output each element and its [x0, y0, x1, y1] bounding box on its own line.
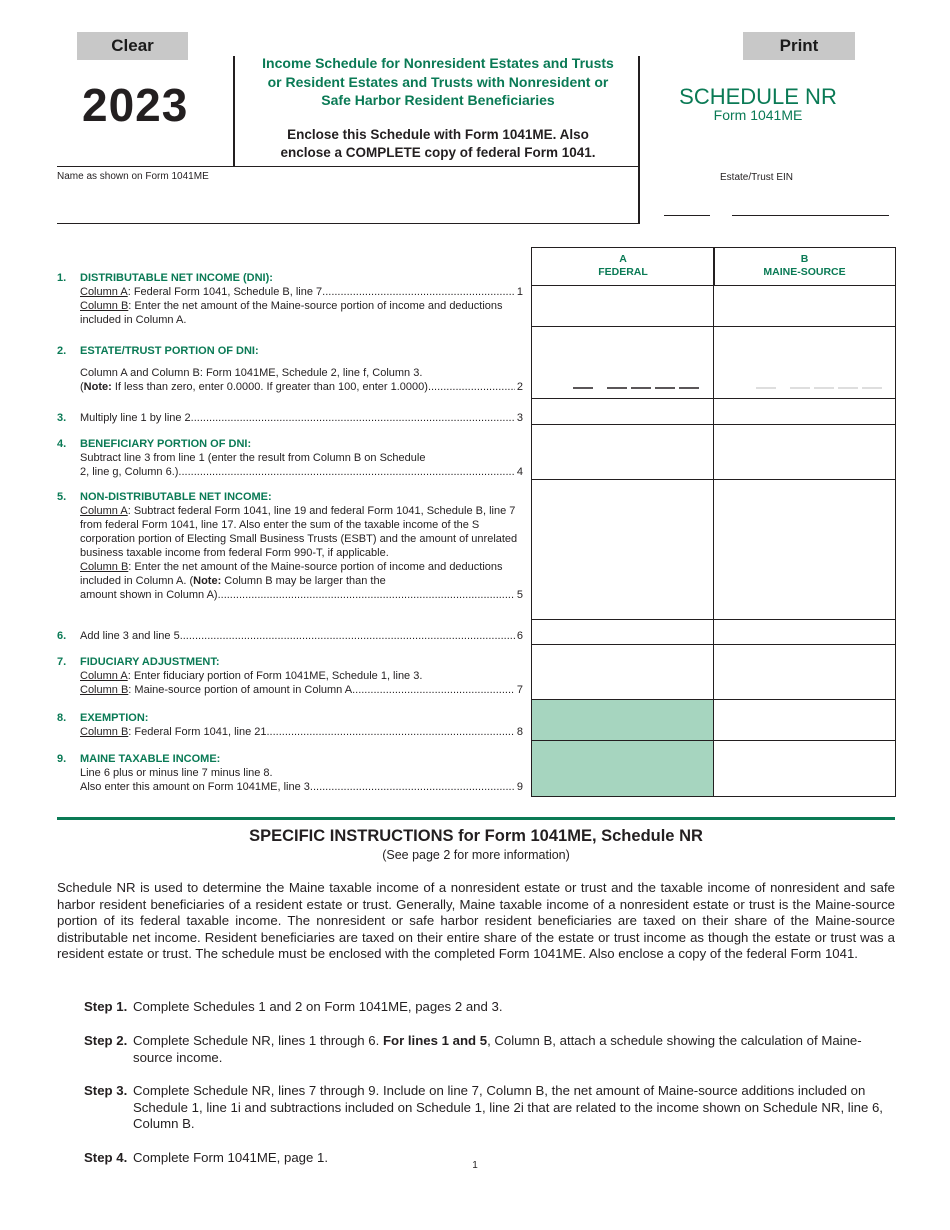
line8-colB-field[interactable] — [713, 699, 896, 742]
instructions-subtitle: (See page 2 for more information) — [382, 848, 570, 862]
page-number: 1 — [472, 1160, 478, 1171]
line9-colB-field[interactable] — [713, 740, 896, 797]
clear-button[interactable]: Clear — [77, 32, 188, 60]
instructions-title: SPECIFIC INSTRUCTIONS for Form 1041ME, Schedule NR — [249, 827, 703, 845]
schedule-title: SCHEDULE NR — [679, 84, 837, 109]
line1-colA-field[interactable] — [531, 285, 715, 328]
line4-colA-field[interactable] — [531, 424, 715, 481]
print-button[interactable]: Print — [743, 32, 855, 60]
section-divider — [57, 817, 895, 820]
step-1: Step 1. Complete Schedules 1 and 2 on Form 1041ME, pages 2 and 3. — [84, 999, 503, 1014]
line7-colA-field[interactable] — [531, 644, 715, 701]
header-divider-left — [233, 56, 235, 167]
tax-year: 2023 — [82, 79, 189, 131]
line8-colA-shaded — [531, 699, 715, 742]
line1-colB-field[interactable] — [713, 285, 896, 328]
header-rule — [57, 166, 639, 167]
enclose-note: Enclose this Schedule with Form 1041ME. Also enclose a COMPLETE copy of federal Form 1041. — [280, 127, 596, 160]
instructions-paragraph: Schedule NR is used to determine the Maine taxable income of a nonresident estate or trust and the taxable income of nonresident and safe harbor resident beneficiaries of a resident estate or trust. Generally, Maine taxable income of a nonresident estate or trust is the Maine-source portion of its federal taxable income. The nonresident or safe harbor resident beneficiaries are taxed on their share of the Maine-source distributable net income. Resident beneficiaries are taxed on their entire share of the estate or trust income as though the estate or trust was a resident estate or trust. The schedule must be enclosed with the completed Form 1041ME. Also enclose a copy of the federal Form 1041. — [57, 880, 895, 961]
form-title: Income Schedule for Nonresident Estates and Trusts or Resident Estates and Trusts with Nonresident or Safe Harbor Resident Beneficiaries — [262, 55, 614, 108]
name-field[interactable] — [57, 185, 635, 221]
name-label: Name as shown on Form 1041ME — [57, 171, 209, 182]
line3-colA-field[interactable] — [531, 398, 715, 426]
line2-colB-digit-guides — [756, 378, 884, 394]
line2-colA-digit-guides — [573, 378, 701, 394]
line4-colB-field[interactable] — [713, 424, 896, 481]
column-b-header: B MAINE-SOURCE — [713, 247, 896, 286]
line3-colB-field[interactable] — [713, 398, 896, 426]
line6-colA-field[interactable] — [531, 619, 715, 646]
schedule-subtitle: Form 1041ME — [713, 107, 803, 123]
line9-colA-shaded — [531, 740, 715, 797]
step-2: Step 2. Complete Schedule NR, lines 1 through 6. For lines 1 and 5, Column B, attach a schedule showing the calculation of Maine-source income. — [84, 1033, 862, 1065]
line6-colB-field[interactable] — [713, 619, 896, 646]
ein-field-part1[interactable] — [664, 215, 710, 216]
ein-field-part2[interactable] — [732, 215, 889, 216]
line5-colA-field[interactable] — [531, 479, 715, 621]
line7-colB-field[interactable] — [713, 644, 896, 701]
line5-colB-field[interactable] — [713, 479, 896, 621]
column-a-header: A FEDERAL — [531, 247, 715, 286]
name-rule — [57, 223, 639, 224]
step-3: Step 3. Complete Schedule NR, lines 7 through 9. Include on line 7, Column B, the net amount of Maine-source additions included on Schedule 1, line 1i and subtractions included on Schedule 1, line 2i that are related to the income shown on Schedule NR, line 6, Column B. — [84, 1083, 883, 1131]
step-4: Step 4. Complete Form 1041ME, page 1. — [84, 1150, 328, 1165]
ein-label: Estate/Trust EIN — [720, 172, 793, 183]
